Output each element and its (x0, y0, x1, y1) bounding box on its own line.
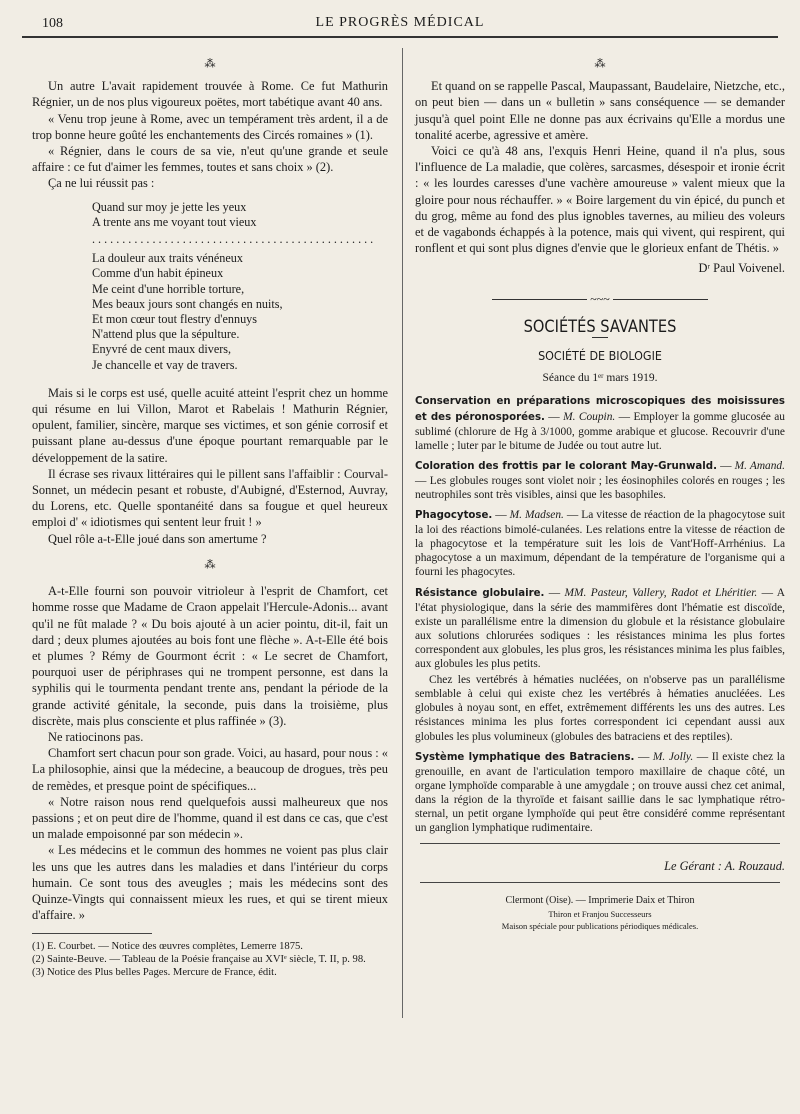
printer-line: Clermont (Oise). — Imprimerie Daix et Thiron (505, 895, 695, 907)
proceedings (415, 394, 785, 835)
paragraph: « Les médecins et le commun des hommes ne voient pas plus clair les uns que les autres dans les maladies et dans l'intérieur du corps humain. Ce sont tous des aveugles ; mais les médecins sont des Quinze-Vingts qui connaissent mieux les rues, et qui se tirent mieux d'affaire. » (32, 843, 388, 923)
poem-line: La douleur aux traits vénéneux (92, 251, 243, 266)
paragraph: Quel rôle a-t-Elle joué dans son amertume ? (48, 531, 267, 546)
item-title: Résistance globulaire. (415, 587, 545, 599)
item-author: MM. Pasteur, Vallery, Radot et Lhéritier. (564, 586, 758, 599)
right-column (415, 54, 785, 933)
section-title: SOCIÉTÉS SAVANTES (523, 316, 677, 337)
item-title: Système lymphatique des Batraciens. (415, 751, 635, 763)
proceeding-item: Résistance globulaire. — MM. Pasteur, Vallery, Radot et Lhéritier. — A l'état physiologique, dans la série des mammifères dont l'hématie est discoïde, existe un parallélisme entre la dimension du globule et la résistance globulaire aux solutions chlorurées sodiques : les résistances minima les plus fortes correspondent aux globules, les plus gros, les résistances minima les plus faibles, aux globules les plus petits. (415, 586, 785, 671)
poem-line: Enyvré de cent maux divers, (92, 342, 232, 357)
society-title: SOCIÉTÉ DE BIOLOGIE (538, 348, 662, 364)
paragraph: Chamfort sert chacun pour son grade. Voici, au hasard, pour nous : « La philosophie, ainsi que la médecine, a beaucoup de drogues, très peu de remèdes, et presque point de spécifiques... (32, 746, 388, 793)
proceeding-item: Système lymphatique des Batraciens. — M. Jolly. — Il existe chez la grenouille, en avant de l'articulation temporo maxillaire de chaque côté, un organe lymphoïde comparable à une amygdale ; on trouve aussi chez cet animal, dans la région de la thyroïde et faisant saillie dans le sac lymphatique rétro-sternal, un petit organe lymphoïde qui peut être considéré comme représentant un ganglion lymphatique rudimentaire. (415, 750, 785, 835)
item-continuation: Chez les vertébrés à hématies nucléées, on n'observe pas un parallélisme semblable à celui qui existe chez les vertébrés à hématies anucléées. Les globules à noyau sont, en effet, extrêmement différents les uns des autres. Les résistances minima les plus fortes correspondent ici cependant aussi aux globules les plus volumineux (globules des batraciens et des reptiles). (415, 674, 785, 743)
ornament-swash: ~~~ (590, 291, 610, 306)
paragraph: Et quand on se rappelle Pascal, Maupassant, Baudelaire, Nietzche, etc., on peut bien — dans un « bulletin » sans conséquence — se demander jusqu'à quel point Elle ne donne pas aux écrivains qu'Elle a mordus une tonalité acerbe, agressive et amère. (415, 79, 785, 142)
item-text: Il existe chez la grenouille, en avant de l'articulation temporo maxillaire de chaque côté, un organe lymphoïde comparable à une amygdale ; on trouve aussi chez cet animal, dans la région de la thyroïde et faisant saillie dans le sac lymphatique rétro-sternal, un petit organe lymphoïde qui peut être considéré comme représentant un ganglion lymphatique rudimentaire. (415, 750, 785, 835)
item-text: Employer la gomme glucosée au sublimé (chlorure de Hg à 3/1000, gomme arabique et glucose. Recouvrir d'une lamelle ; luter par le bitume de Judée ou tout autre lut. (415, 410, 785, 452)
page-header (22, 10, 778, 38)
poem-line: A trente ans me voyant tout vieux (92, 214, 257, 229)
item-text: Les globules rouges sont violet noir ; les éosinophiles colorés en rouges ; les neutrophiles sont très visibles, ainsi que les basophiles. (415, 474, 785, 502)
asterism: ⁂ (204, 58, 216, 70)
paragraph: Un autre L'avait rapidement trouvée à Rome. Ce fut Mathurin Régnier, un de nos plus vigoureux poëtes, mort tabétique avant 40 ans. (32, 79, 388, 110)
poem-line: Et mon cœur tout flestry d'ennuys (92, 312, 258, 327)
paragraph: Ne ratiocinons pas. (48, 729, 144, 744)
poem (92, 200, 388, 373)
proceeding-item: Conservation en préparations microscopiques des moisissures et des péronosporées. — M. Coupin. — Employer la gomme glucosée au sublimé (chlorure de Hg à 3/1000, gomme arabique et glucose. Recouvrir d'une lamelle ; luter par le bitume de Judée ou tout autre lut. (415, 396, 785, 452)
poem-line: Mes beaux jours sont changés en nuits, (92, 296, 283, 311)
item-text: A l'état physiologique, dans la série des mammifères dont l'hématie est discoïde, existe un parallélisme entre la dimension du globule et la résistance globulaire aux solutions chlorurées sodiques : les résistances minima les plus fortes correspondent aux globules, les plus gros, les résistances minima les plus faibles, aux globules les plus petits. (415, 586, 785, 671)
page-number: 108 (42, 16, 63, 31)
footnote: (2) Sainte-Beuve. — Tableau de la Poésie française au XVIᵉ siècle, T. II, p. 98. (32, 954, 366, 966)
left-column (32, 54, 388, 979)
item-author: M. Coupin. (563, 410, 616, 423)
paragraph: « Venu trop jeune à Rome, avec un tempérament très ardent, il a de trop bonne heure goûté les enchantements des Circés romaines » (1). (32, 111, 388, 142)
footnote: (3) Notice des Plus belles Pages. Mercure de France, édit. (32, 967, 277, 979)
paragraph: Mais si le corps est usé, quelle acuité atteint l'esprit chez un homme qui résume en lui Villon, Marot et Rabelais ! Mathurin Régnier, opulent, familier, sincère, marque ses victimes, et son génie corrosif et puissant plane au-dessus d'une époque pourtant remarquable par le développement de la satire. (32, 385, 388, 465)
item-title: Conservation en préparations microscopiques des moisissures et des péronosporées. (415, 396, 785, 423)
ornament-line (492, 299, 587, 300)
session-date: Séance du 1ᵉʳ mars 1919. (542, 372, 658, 385)
title-rule (592, 337, 608, 338)
paragraph: « Notre raison nous rend quelquefois aussi malheureux que nos passions ; et on peut dire de l'homme, quand il est dans ce cas, que c'est un malade empoisonné par son médecin ». (32, 794, 388, 842)
proceeding-item: Coloration des frottis par le colorant May-Grunwald. — M. Amand. — Les globules rouges sont violet noir ; les éosinophiles colorés en rouges ; les neutrophiles sont très visibles, ainsi que les basophiles. (415, 459, 785, 502)
poem-line: N'attend plus que la sépulture. (92, 327, 240, 342)
divider (420, 843, 780, 844)
paragraph: Il écrase ses rivaux littéraires qui le pillent sans l'affaiblir : Courval-Sonnet, un médecin pesant et robuste, d'Aubigné, d'Esternod, Auvray, du Lorens, etc. Quelle spontanéité dans sa fougue et quel heureux emploi d' « idiotismes qui sentent leur fruit ! » (32, 466, 388, 530)
poem-line: Comme d'un habit épineux (92, 266, 224, 281)
footnote: (1) E. Courbet. — Notice des œuvres complètes, Lemerre 1875. (32, 941, 303, 953)
footnote-rule (32, 933, 152, 934)
item-author: M. Madsen. (509, 509, 564, 522)
poem-ellipsis: ............................................... (92, 232, 377, 247)
running-title: LE PROGRÈS MÉDICAL (315, 15, 485, 30)
author-signature: Dʳ Paul Voivenel. (698, 261, 785, 276)
asterism: ⁂ (594, 58, 606, 70)
item-text: La vitesse de réaction de la phagocytose suit la loi des réactions bimolé-culanées. Les relations entre la vitesse de réaction de la phagocytose et la température suit les lois de Vant'Hoff-Arrhénius. La phagocytose a un maximum, dépendant de la température de l'organisme qui a fourni les phagocytes. (415, 509, 785, 579)
item-author: M. Jolly. (652, 750, 694, 763)
poem-line: Quand sur moy je jette les yeux (92, 199, 247, 214)
item-author: M. Amand. (734, 459, 785, 472)
item-title: Coloration des frottis par le colorant May-Grunwald. (415, 460, 717, 472)
printer-imprint (415, 895, 785, 933)
printer-line: Maison spéciale pour publications périodiques médicales. (501, 921, 699, 932)
printer-line: Thiron et Franjou Successeurs (548, 908, 652, 919)
column-divider (402, 48, 403, 1018)
asterism: ⁂ (204, 558, 216, 571)
paragraph: Ça ne lui réussit pas : (48, 176, 155, 191)
poem-line: Je chancelle et vay de travers. (92, 357, 238, 372)
paragraph: « Régnier, dans le cours de sa vie, n'eut qu'une grande et seule affaire : ce fut d'aimer les femmes, toutes et sans choix » (2). (32, 144, 388, 175)
paragraph: Voici ce qu'à 48 ans, l'exquis Henri Heine, quand il n'a plus, sous l'influence de La maladie, que colères, sarcasmes, désespoir et ironie écrit : « les lourdes caresses d'une vachère amoureuse » valent mieux que la gloire pour nous réchauffer. » « Boire largement du vin épicé, du punch et du grog, même au fond des plus ignobles tavernes, au milieu des voleurs et de vagabonds échappés à la potence, mais qui vivent, qui respirent, qui ronflent et qui sont plus dignes d'envie que le glorieux enfant de Thétis. » (415, 144, 785, 256)
item-title: Phagocytose. (415, 510, 493, 522)
gerant-line: Le Gérant : A. Rouzaud. (664, 859, 785, 874)
paragraph: A-t-Elle fourni son pouvoir vitrioleur à l'esprit de Chamfort, cet homme rosse que Madame de Craon appelait l'Hercule-Adonis... avant qu'il ne fût malade ? « Du bois ajouté à un acier pointu, dit-il, fait un dard ; deux plumes ajoutées au bois font une flèche ». A-t-Elle été bois et plumes ? Rémy de Gourmont écrit : « Le secret de Chamfort, pourquoi user de périphrases qui ne trompent personne, est dans la syphilis qui le tourmenta pendant trente ans, pendant la période de la grande activité génitale, la seconde, puis dans la troisième, plus discrète, mais plus consciente et plus raffinée » (3). (32, 584, 388, 728)
proceeding-item: Phagocytose. — M. Madsen. — La vitesse de réaction de la phagocytose suit la loi des réactions bimolé-culanées. Les relations entre la vitesse de réaction de la phagocytose et la température suit les lois de Vant'Hoff-Arrhénius. La phagocytose a un maximum, dépendant de la température de l'organisme qui a fourni les phagocytes. (415, 509, 785, 579)
divider (420, 882, 780, 883)
section-ornament (415, 291, 785, 307)
poem-line: Me ceint d'une horrible torture, (92, 281, 245, 296)
ornament-line (613, 299, 708, 300)
footnotes (32, 940, 388, 979)
